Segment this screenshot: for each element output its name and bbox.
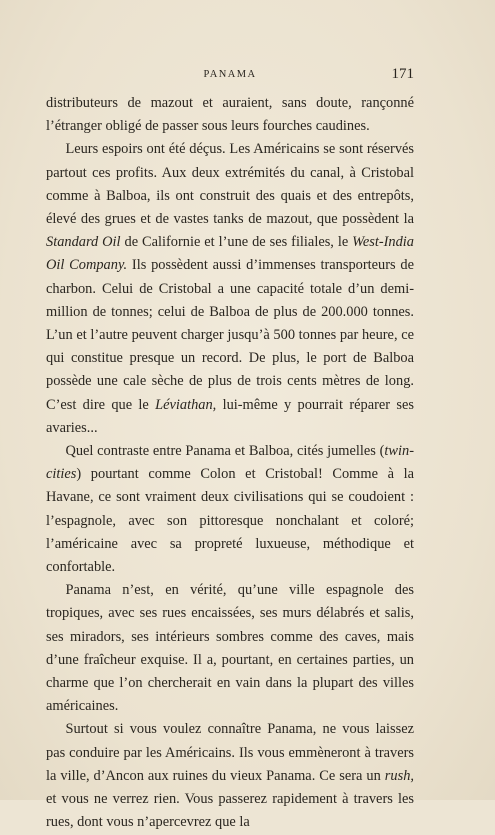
text-segment: Ils possèdent aussi d’immenses transporteurs de charbon. Celui de Cristobal a une capacité totale d’un demi-million de tonnes; celui de Balboa de plus de 200.000 tonnes. L’un et l’autre peuvent charger jusqu’à 500 tonnes par heure, ce qui constitue presque un record. De plus, le port de Balboa possède une cale sèche de plus de trois cents mètres de long. C’est dire que le — [46, 257, 414, 413]
paragraph — [46, 718, 414, 834]
text-segment: et vous ne verrez rien. Vous passerez rapidement à travers les rues, dont vous n’apercevrez que la — [46, 791, 414, 831]
text-segment: de Californie et l’une de ses filiales, le — [120, 234, 353, 251]
italic-text-segment: rush, — [384, 767, 414, 784]
text-segment: Surtout si vous voulez connaître Panama, ne vous laissez pas conduire par les Américains. Ils vous emmèneront à travers la ville, d’Ancon aux ruines du vieux Panama. Ce sera un — [46, 721, 414, 784]
paragraph — [46, 138, 414, 440]
text-segment: distributeurs de mazout et auraient, sans doute, rançonné l’étranger obligé de passer sous leurs fourches caudines. — [46, 95, 414, 135]
text-segment: ) pourtant comme Colon et Cristobal! Comme à la Havane, ce sont vraiment deux civilisations qui se coudoient : l’espagnole, avec son pittoresque nonchalant et coloré; l’américaine avec sa propreté luxueuse, méthodique et confortable. — [46, 466, 414, 576]
page-header — [46, 66, 414, 84]
body-text — [46, 92, 414, 835]
text-segment: Panama n’est, en vérité, qu’une ville espagnole des tropiques, avec ses rues encaissées, ses murs délabrés et salis, ses miradors, ses intérieurs sombres comme des caves, mais d’une fraîcheur exquise. Il a, pourtant, en certaines parties, un charme que l’on chercherait en vain dans la plupart des villes américaines. — [46, 582, 414, 715]
text-segment: Leurs espoirs ont été déçus. Les Américains se sont réservés partout ces profits. Aux deux extrémités du canal, à Cristobal comme à Balboa, ils ont construit des quais et des entrepôts, élevé des grues et de vastes tanks de mazout, que possèdent la — [46, 141, 414, 228]
running-title: PANAMA — [203, 69, 257, 80]
paragraph — [46, 579, 414, 718]
italic-text-segment: West-India Oil Company. — [46, 234, 414, 274]
page-number: 171 — [391, 66, 414, 82]
text-segment: lui-même y pourrait réparer ses avaries... — [46, 396, 414, 436]
paragraph — [46, 440, 414, 579]
italic-text-segment: twin-cities — [46, 443, 414, 483]
paragraph — [46, 92, 414, 138]
italic-text-segment: Léviathan, — [155, 396, 217, 413]
italic-text-segment: Standard Oil — [46, 234, 121, 251]
text-segment: Quel contraste entre Panama et Balboa, cités jumelles ( — [65, 443, 385, 460]
